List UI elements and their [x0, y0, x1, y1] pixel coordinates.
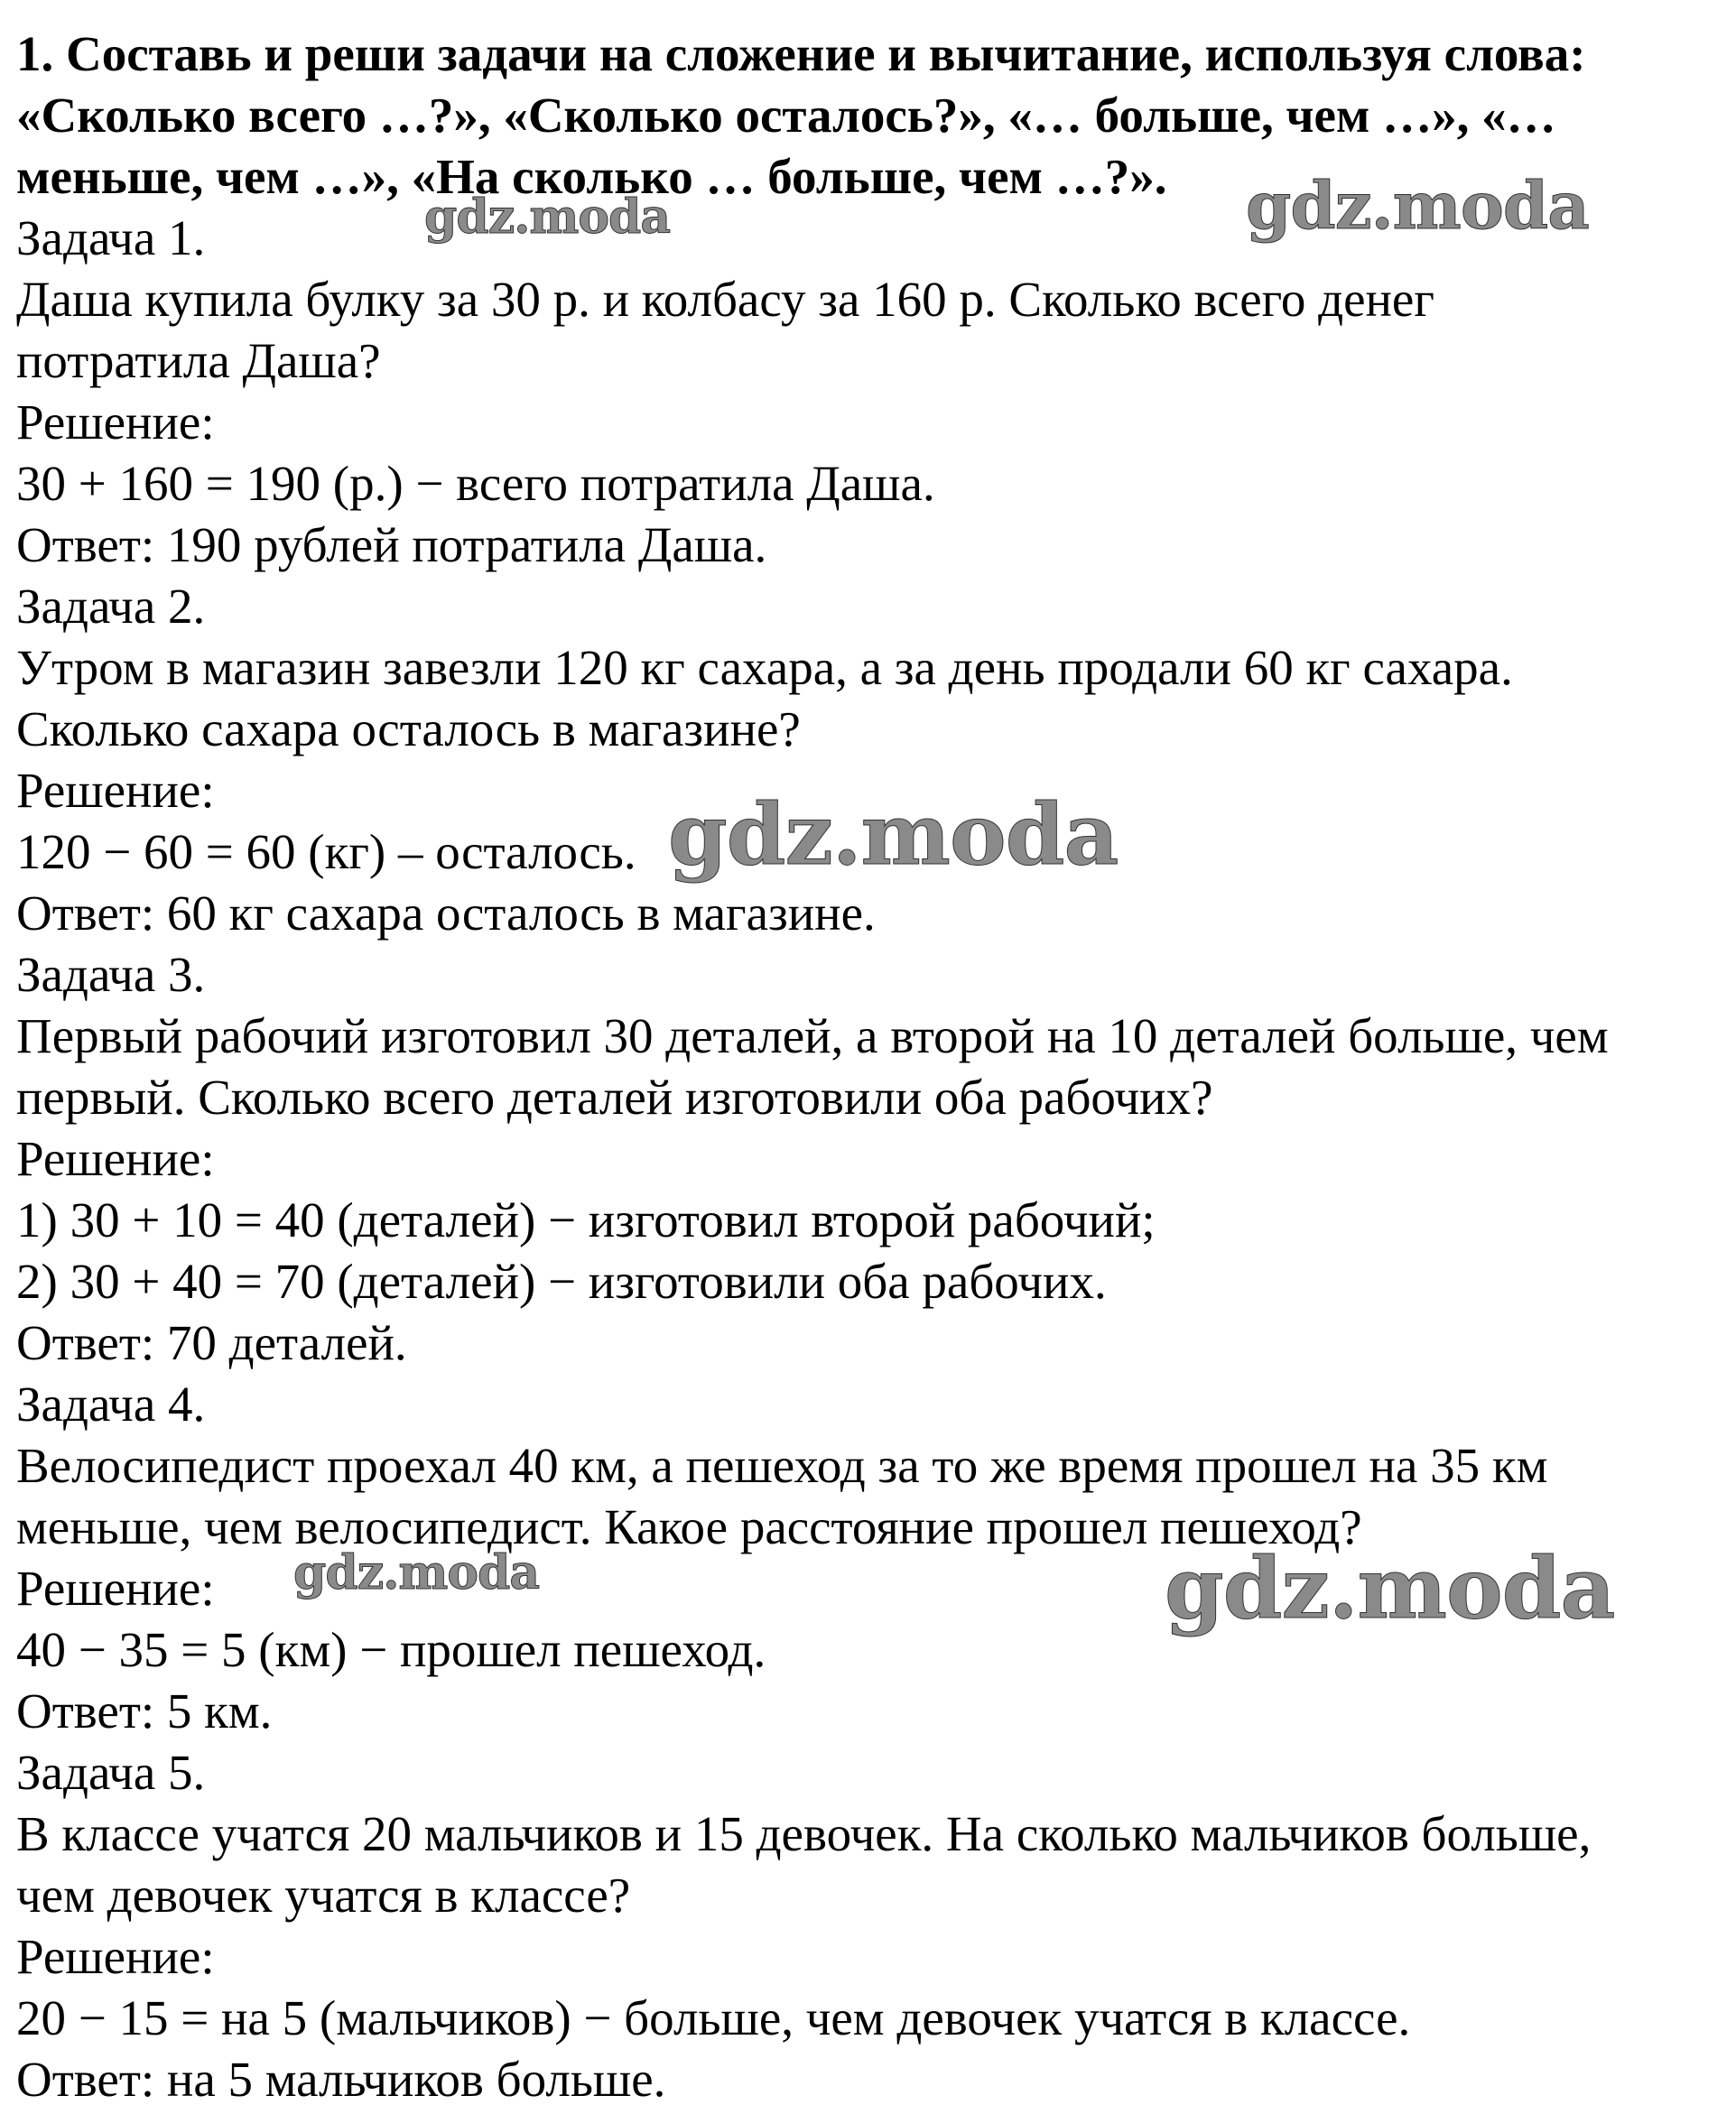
solution-label: Решение: — [16, 394, 215, 450]
task-condition-line: Первый рабочий изготовил 30 деталей, а второй на 10 деталей больше, чем — [16, 1008, 1609, 1063]
task-title: Задача 5. — [16, 1745, 206, 1800]
watermark-logo: gdz.moda — [1246, 167, 1589, 244]
task-3 — [16, 944, 1722, 1374]
task-answer: Ответ: 60 кг сахара осталось в магазине. — [16, 885, 876, 941]
task-title: Задача 2. — [16, 579, 206, 634]
watermark-logo: gdz.moda — [668, 785, 1119, 885]
watermark-logo: gdz.moda — [1165, 1539, 1615, 1638]
task-condition-line: меньше, чем велосипедист. Какое расстояние прошел пешеход? — [16, 1499, 1362, 1554]
solution-label: Решение: — [16, 1929, 215, 1984]
watermark-logo: gdz.moda — [293, 1545, 540, 1600]
solution-step: 120 − 60 = 60 (кг) – осталось. — [16, 824, 636, 879]
task-condition-line: первый. Сколько всего деталей изготовили оба рабочих? — [16, 1070, 1213, 1125]
solution-step: 30 + 160 = 190 (р.) − всего потратила Даша. — [16, 456, 935, 511]
solution-step: 40 − 35 = 5 (км) − прошел пешеход. — [16, 1622, 766, 1677]
task-condition-line: Сколько сахара осталось в магазине? — [16, 701, 801, 756]
task-answer: Ответ: 70 деталей. — [16, 1315, 407, 1370]
task-title: Задача 3. — [16, 947, 206, 1002]
task-condition-line: чем девочек учатся в классе? — [16, 1868, 631, 1923]
task-condition-line: потратила Даша? — [16, 333, 381, 388]
watermark-logo: gdz.moda — [424, 190, 671, 245]
solution-step: 20 − 15 = на 5 (мальчиков) − больше, чем девочек учатся в классе. — [16, 1990, 1411, 2045]
solution-label: Решение: — [16, 1561, 215, 1616]
solution-step: 2) 30 + 40 = 70 (деталей) − изготовили оба рабочих. — [16, 1254, 1107, 1309]
heading-line: «Сколько всего …?», «Сколько осталось?», «… больше, чем …», «… — [16, 88, 1556, 143]
solution-label: Решение: — [16, 1131, 215, 1186]
task-condition-line: Даша купила булку за 30 р. и колбасу за 160 р. Сколько всего денег — [16, 272, 1434, 327]
task-condition-line: Утром в магазин завезли 120 кг сахара, а за день продали 60 кг сахара. — [16, 640, 1513, 695]
task-title: Задача 4. — [16, 1377, 206, 1432]
task-answer: Ответ: 5 км. — [16, 1683, 273, 1738]
task-title: Задача 1. — [16, 210, 206, 265]
task-answer: Ответ: на 5 мальчиков больше. — [16, 2052, 666, 2107]
task-condition-line: В классе учатся 20 мальчиков и 15 девочек. На сколько мальчиков больше, — [16, 1806, 1592, 1861]
task-condition-line: Велосипедист проехал 40 км, а пешеход за то же время прошел на 35 км — [16, 1438, 1548, 1493]
task-5 — [16, 1742, 1722, 2110]
task-answer: Ответ: 190 рублей потратила Даша. — [16, 517, 767, 572]
heading-line: меньше, чем …», «На сколько … больше, чем …?». — [16, 149, 1167, 204]
solution-label: Решение: — [16, 763, 215, 818]
heading-line: 1. Составь и реши задачи на сложение и вычитание, используя слова: — [16, 26, 1586, 81]
task-2 — [16, 576, 1722, 944]
document-page — [16, 0, 1722, 2110]
solution-step: 1) 30 + 10 = 40 (деталей) − изготовил второй рабочий; — [16, 1192, 1156, 1247]
task-1 — [16, 208, 1722, 576]
